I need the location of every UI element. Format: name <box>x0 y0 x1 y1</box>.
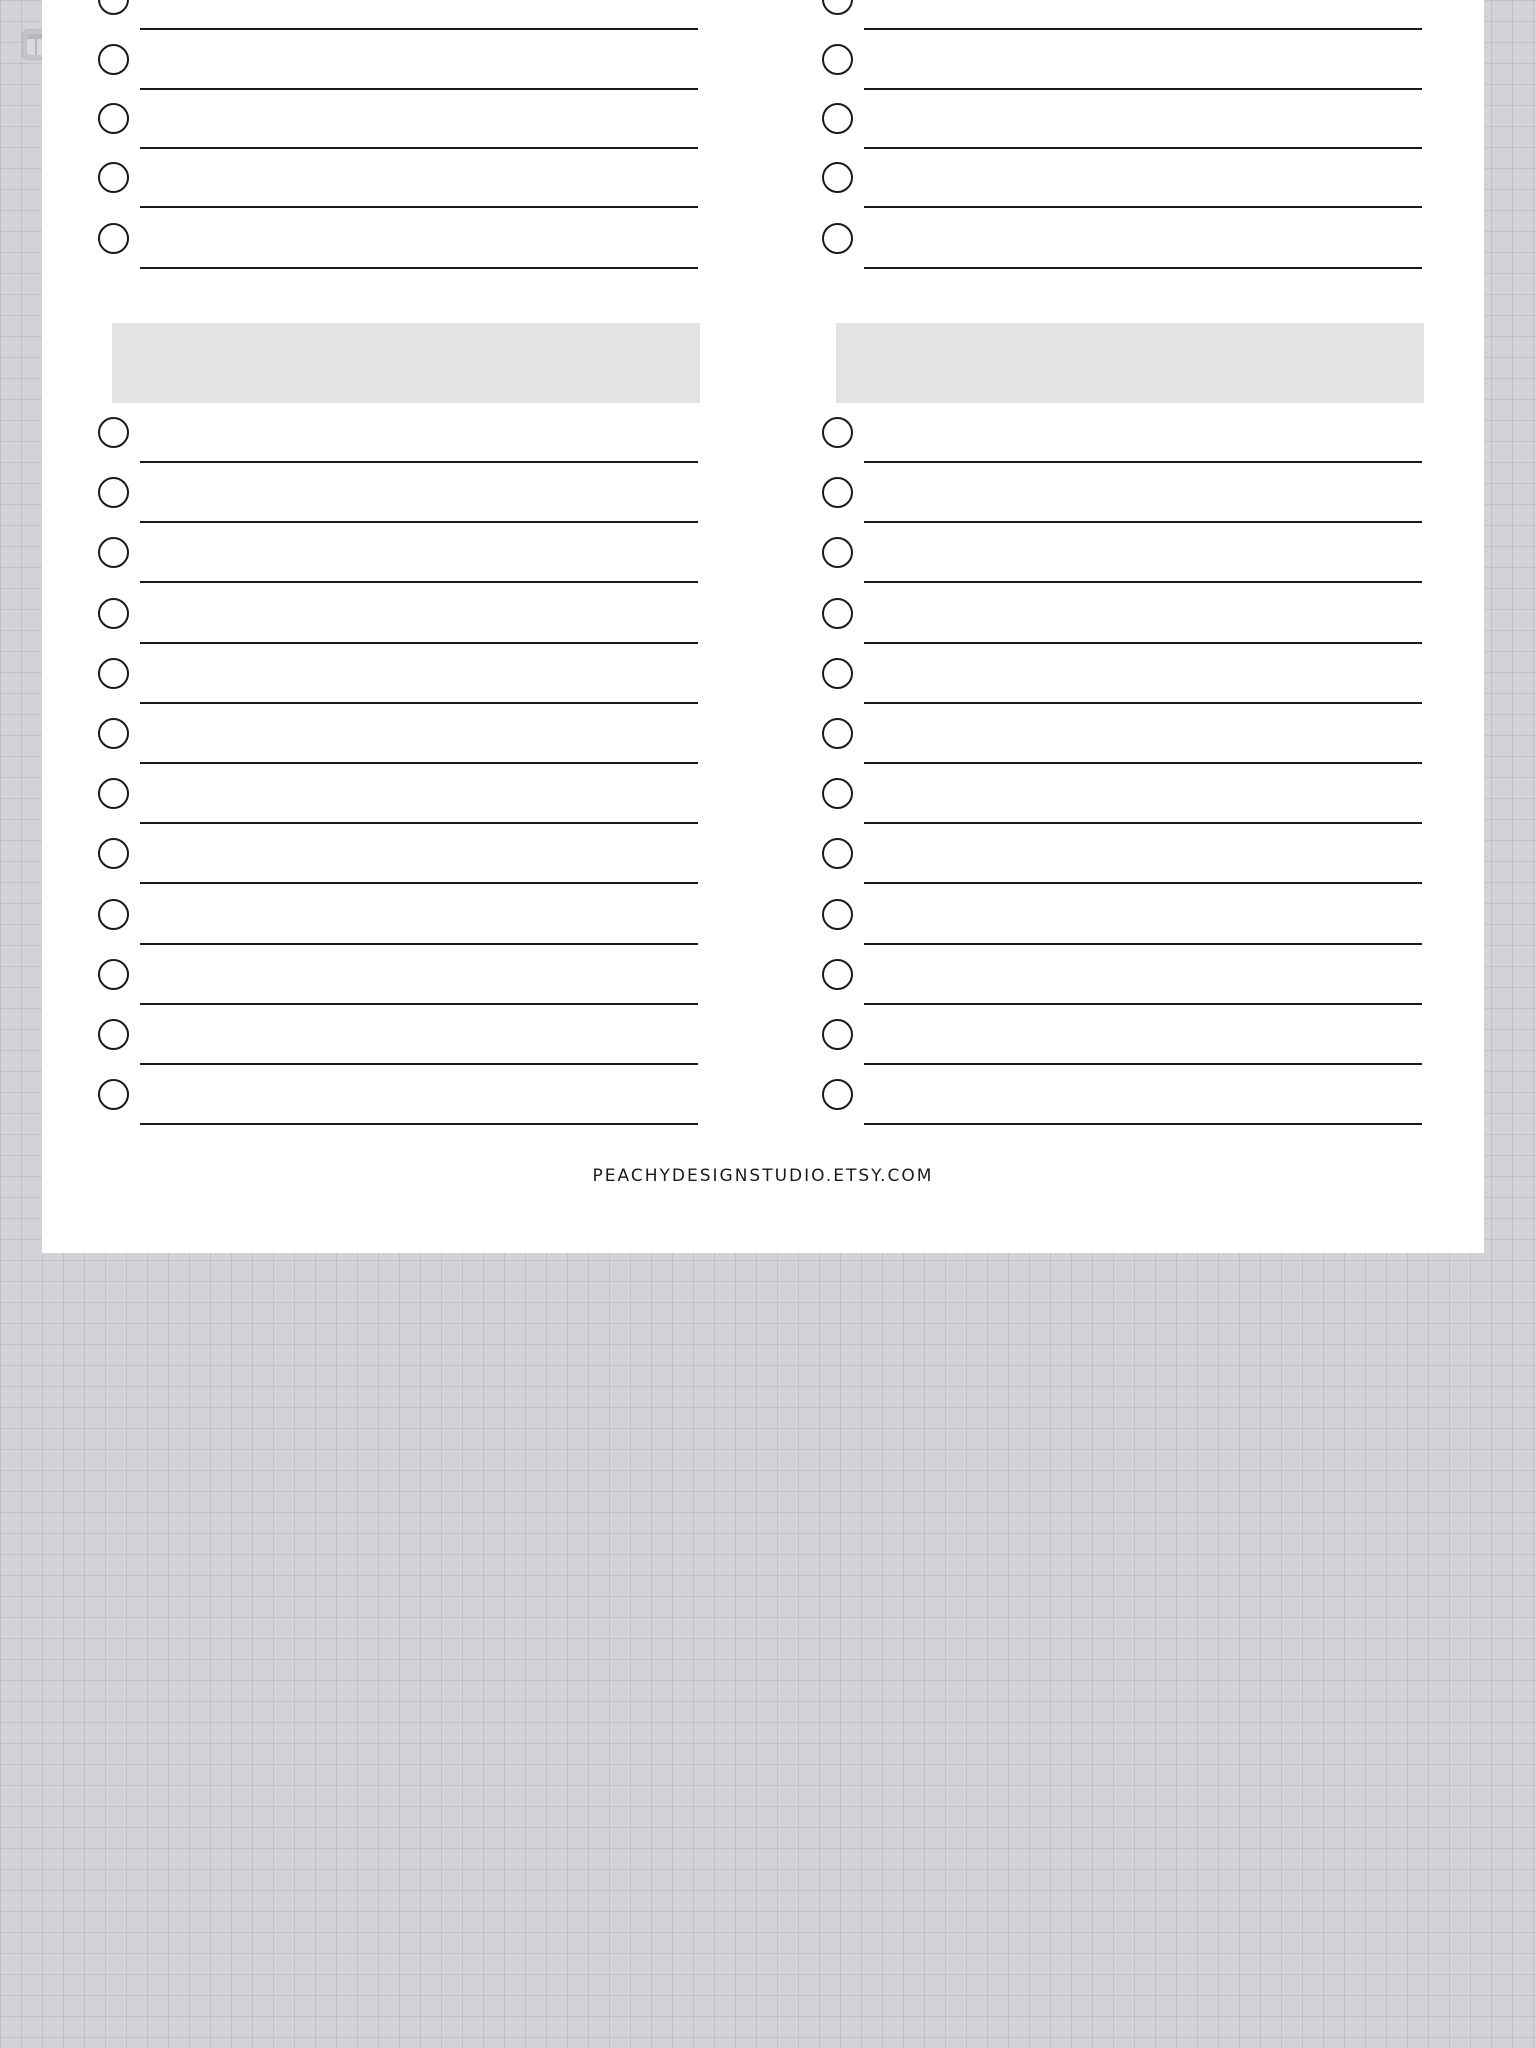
top-checklist-row <box>98 0 698 44</box>
writing-line[interactable] <box>864 822 1422 824</box>
checkbox-circle-icon[interactable] <box>98 1079 129 1110</box>
section-checklist-row <box>98 477 698 537</box>
section-checklist-row <box>822 537 1422 597</box>
section-checklist-row <box>98 537 698 597</box>
section-checklist-row <box>822 778 1422 838</box>
checkbox-circle-icon[interactable] <box>822 103 853 134</box>
checkbox-circle-icon[interactable] <box>98 44 129 75</box>
checkbox-circle-icon[interactable] <box>98 838 129 869</box>
writing-line[interactable] <box>140 642 698 644</box>
section-checklist-row <box>822 658 1422 718</box>
checkbox-circle-icon[interactable] <box>822 537 853 568</box>
section-checklist-row <box>98 598 698 658</box>
section-header-box[interactable] <box>112 323 700 403</box>
checkbox-circle-icon[interactable] <box>98 537 129 568</box>
checkbox-circle-icon[interactable] <box>98 0 129 15</box>
section-checklist-row <box>822 1019 1422 1079</box>
section-checklist-row <box>98 417 698 477</box>
section-checklist-row <box>822 899 1422 959</box>
checkbox-circle-icon[interactable] <box>822 778 853 809</box>
top-checklist-row <box>98 103 698 163</box>
writing-line[interactable] <box>864 581 1422 583</box>
section-checklist-row <box>822 477 1422 537</box>
section-checklist-row <box>98 1019 698 1079</box>
top-checklist-row <box>98 223 698 283</box>
checkbox-circle-icon[interactable] <box>822 44 853 75</box>
top-checklist-row <box>822 103 1422 163</box>
writing-line[interactable] <box>140 28 698 30</box>
top-checklist-row <box>822 0 1422 44</box>
top-checklist-row <box>822 223 1422 283</box>
checkbox-circle-icon[interactable] <box>822 718 853 749</box>
checkbox-circle-icon[interactable] <box>98 959 129 990</box>
checkbox-circle-icon[interactable] <box>98 223 129 254</box>
writing-line[interactable] <box>140 88 698 90</box>
checkbox-circle-icon[interactable] <box>98 1019 129 1050</box>
section-checklist-row <box>98 838 698 898</box>
top-checklist-row <box>822 162 1422 222</box>
section-checklist-row <box>822 1079 1422 1139</box>
writing-line[interactable] <box>140 147 698 149</box>
section-checklist-row <box>98 778 698 838</box>
writing-line[interactable] <box>140 822 698 824</box>
checkbox-circle-icon[interactable] <box>822 838 853 869</box>
footer-url: PEACHYDESIGNSTUDIO.ETSY.COM <box>592 1166 934 1186</box>
writing-line[interactable] <box>864 762 1422 764</box>
checkbox-circle-icon[interactable] <box>822 162 853 193</box>
checkbox-circle-icon[interactable] <box>822 1019 853 1050</box>
checkbox-circle-icon[interactable] <box>822 0 853 15</box>
checkbox-circle-icon[interactable] <box>98 477 129 508</box>
writing-line[interactable] <box>140 943 698 945</box>
checkbox-circle-icon[interactable] <box>98 103 129 134</box>
writing-line[interactable] <box>864 206 1422 208</box>
section-checklist-row <box>822 959 1422 1019</box>
planner-page <box>42 0 1484 1253</box>
checkbox-circle-icon[interactable] <box>822 658 853 689</box>
checkbox-circle-icon[interactable] <box>98 598 129 629</box>
checkbox-circle-icon[interactable] <box>822 1079 853 1110</box>
top-checklist-row <box>98 162 698 222</box>
writing-line[interactable] <box>864 147 1422 149</box>
writing-line[interactable] <box>140 521 698 523</box>
section-checklist-row <box>822 718 1422 778</box>
writing-line[interactable] <box>864 1003 1422 1005</box>
section-checklist-row <box>98 718 698 778</box>
writing-line[interactable] <box>864 882 1422 884</box>
checkbox-circle-icon[interactable] <box>822 417 853 448</box>
writing-line[interactable] <box>864 1063 1422 1065</box>
writing-line[interactable] <box>864 1123 1422 1125</box>
writing-line[interactable] <box>864 461 1422 463</box>
writing-line[interactable] <box>140 461 698 463</box>
writing-line[interactable] <box>140 762 698 764</box>
writing-line[interactable] <box>864 88 1422 90</box>
writing-line[interactable] <box>864 642 1422 644</box>
section-checklist-row <box>98 899 698 959</box>
writing-line[interactable] <box>140 1123 698 1125</box>
writing-line[interactable] <box>864 521 1422 523</box>
writing-line[interactable] <box>140 267 698 269</box>
top-checklist-row <box>822 44 1422 104</box>
checkbox-circle-icon[interactable] <box>98 899 129 930</box>
checkbox-circle-icon[interactable] <box>822 223 853 254</box>
writing-line[interactable] <box>864 702 1422 704</box>
writing-line[interactable] <box>140 1003 698 1005</box>
writing-line[interactable] <box>864 943 1422 945</box>
checkbox-circle-icon[interactable] <box>822 477 853 508</box>
writing-line[interactable] <box>864 267 1422 269</box>
section-header-box[interactable] <box>836 323 1424 403</box>
checkbox-circle-icon[interactable] <box>822 959 853 990</box>
writing-line[interactable] <box>140 1063 698 1065</box>
checkbox-circle-icon[interactable] <box>98 718 129 749</box>
checkbox-circle-icon[interactable] <box>98 658 129 689</box>
section-checklist-row <box>822 838 1422 898</box>
top-checklist-row <box>98 44 698 104</box>
writing-line[interactable] <box>140 882 698 884</box>
writing-line[interactable] <box>864 28 1422 30</box>
writing-line[interactable] <box>140 581 698 583</box>
checkbox-circle-icon[interactable] <box>822 899 853 930</box>
writing-line[interactable] <box>140 206 698 208</box>
checkbox-circle-icon[interactable] <box>822 598 853 629</box>
section-checklist-row <box>98 959 698 1019</box>
checkbox-circle-icon[interactable] <box>98 778 129 809</box>
section-checklist-row <box>822 417 1422 477</box>
checkbox-circle-icon[interactable] <box>98 162 129 193</box>
sidebar-divider-shape <box>35 34 37 55</box>
section-checklist-row <box>822 598 1422 658</box>
section-checklist-row <box>98 658 698 718</box>
writing-line[interactable] <box>140 702 698 704</box>
checkbox-circle-icon[interactable] <box>98 417 129 448</box>
section-checklist-row <box>98 1079 698 1139</box>
